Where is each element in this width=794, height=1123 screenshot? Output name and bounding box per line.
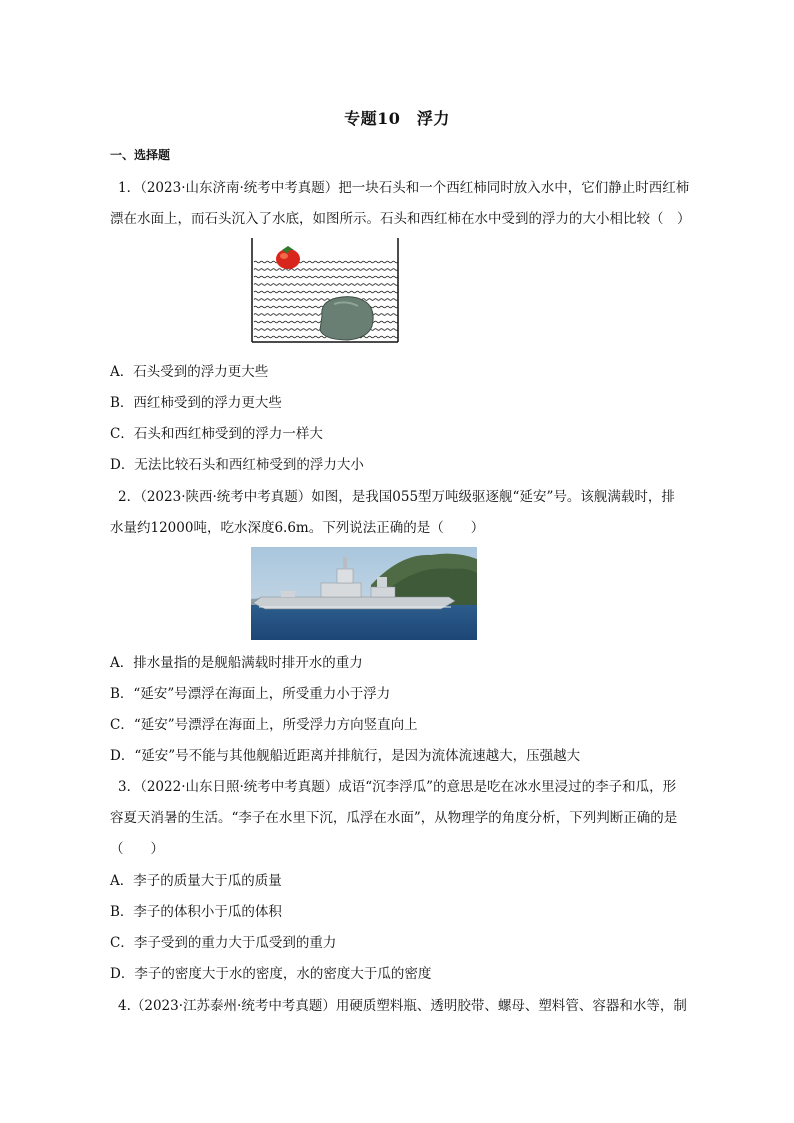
q2-option-d: D．“延安”号不能与其他舰船近距离并排航行，是因为流体流速越大，压强越大 [110,748,581,764]
q3-stem-line2: 容夏天消暑的生活。“李子在水里下沉，瓜浮在水面”，从物理学的角度分析，下列判断正确的是 [110,810,678,826]
q3-option-d: D．李子的密度大于水的密度，水的密度大于瓜的密度 [110,966,432,982]
q3-stem-line1: 3．（2022·山东日照·统考中考真题）成语“沉李浮瓜”的意思是吃在冰水里浸过的李子和瓜，形 [118,779,677,795]
q3-option-b: B．李子的体积小于瓜的体积 [110,904,282,920]
q3-option-c: C．李子受到的重力大于瓜受到的重力 [110,935,337,951]
q1-stem-line2: 漂在水面上，而石头沉入了水底，如图所示。石头和西红柿在水中受到的浮力的大小相比较（ ） [110,211,691,227]
destroyer-photo [251,547,477,640]
section-heading: 一、选择题 [110,148,171,162]
q1-stem-line1: 1．（2023·山东济南·统考中考真题）把一块石头和一个西红柿同时放入水中，它们静止时西红柿 [118,180,690,196]
tomato-stone-water-figure [250,238,400,344]
q2-stem-line2: 水量约12000吨，吃水深度6.6m。下列说法正确的是（ ） [110,520,485,536]
q1-option-a: A．石头受到的浮力更大些 [110,364,269,380]
q3-stem-line3: （ ） [110,841,164,857]
q4-stem-line1: 4.（2023·江苏泰州·统考中考真题）用硬质塑料瓶、透明胶带、螺母、塑料管、容器和水等，制 [118,998,687,1014]
q1-option-c: C．石头和西红柿受到的浮力一样大 [110,426,323,442]
q3-option-a: A．李子的质量大于瓜的质量 [110,873,282,889]
page-title: 专题10 浮力 [344,109,450,128]
q1-option-d: D．无法比较石头和西红柿受到的浮力大小 [110,457,364,473]
q2-stem-line1: 2．（2023·陕西·统考中考真题）如图，是我国055型万吨级驱逐舰“延安”号。该舰满载时，排 [118,489,675,505]
q1-option-b: B．西红柿受到的浮力更大些 [110,395,282,411]
q2-option-c: C．“延安”号漂浮在海面上，所受浮力方向竖直向上 [110,717,418,733]
q2-option-a: A．排水量指的是舰船满载时排开水的重力 [110,655,363,671]
q2-option-b: B．“延安”号漂浮在海面上，所受重力小于浮力 [110,686,391,702]
